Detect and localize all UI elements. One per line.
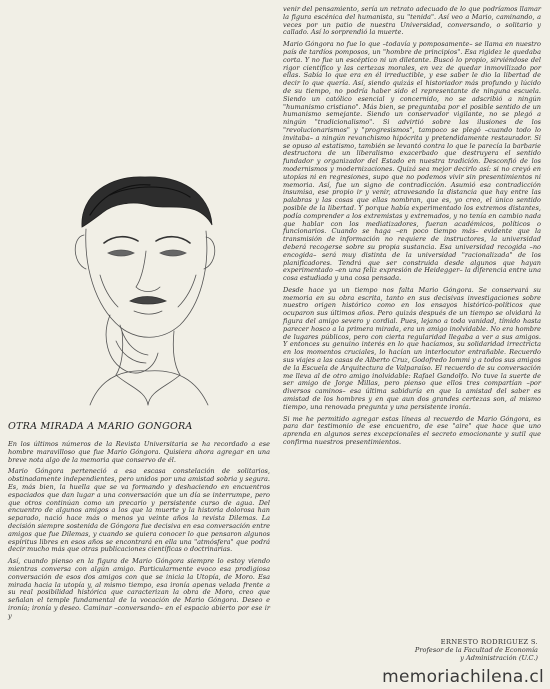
right-column [283, 6, 541, 451]
paragraph: Si me he permitido agregar estas líneas al recuerdo de Mario Góngora, es para dar testimonio de ese encuentro, de ese "aire" que hace que uno aprenda en algunos seres excepcionales el secreto emocionante y sutil que confirma nuestros presentimientos. [283, 414, 541, 447]
author-title: y Administración (U.C.) [460, 654, 538, 662]
portrait-sketch-icon [50, 165, 250, 410]
article-title: OTRA MIRADA A MARIO GONGORA [8, 421, 193, 432]
left-column [8, 441, 270, 625]
paragraph: Mario Góngora perteneció a esa escasa constelación de solitarios, obstinadamente independientes, pero unidos por una amistad sobria y segura. Es, más bien, la huella que se va formando y deshaciendo en encuentros espaciados que dan lugar a una conversación que un día se interrumpe, pero que otros continúan como un precario y persistente curso de agua. Del encuentro de algunos amigos a los que la muerte y la historia dolorosa han separado, nació hace más o menos ya veinte años la revista Dilemas. La decisión siempre sostenida de Góngora fue decisiva en esa conversación entre amigos que fue Dilemas, y cuando se quiera conocer lo que pensaron algunos espíritus libres en esos años se encontrará en ella una "atmósfera" que podrá decir mucho más que otras publicaciones científicas o doctrinarias. [8, 467, 270, 554]
author-title: Profesor de la Facultad de Economía [414, 646, 538, 654]
paragraph: Así, cuando pienso en la figura de Mario Góngora siempre lo estoy viendo mientras conversa con algún amigo. Particularmente evoco esa prodigiosa conversación de esos dos amigos con que se inicia la Utopía, de Moro. Esa mirada hacia la utopía y, al mismo tiempo, esa ironía apenas velada frente a su real posibilidad histórica que caracterizan la obra de Moro, creo que señalan el temple fundamental de la vocación de Mario Góngora. Deseo e ironía; ironía y deseo. Caminar –conversando– en el espacio abierto por ese ir y [8, 557, 270, 620]
paragraph: Desde hace ya un tiempo nos falta Mario Góngora. Se conservará su memoria en su obra escrita, tanto en sus decisivas investigaciones sobre nuestro origen histórico como en los ensayos histórico-políticos que ocuparon sus últimos años. Pero quizás después de un tiempo se olvidará la figura del amigo severo y cordial. Pues, lejano a toda vanidad, tímido hasta parecer hosco a la primera mirada, era un amigo inolvidable. No era hombre de lugares públicos, pero con cierta regularidad llegaba a ver a sus amigos. Y entonces su genuino interés en lo que hacíamos, su solidaridad irrectricta en los momentos cruciales, lo hacían un interlocutor entrañable. Recuerdo sus viajes a las casas de Alberto Cruz, Godofredo Iommi y a todos sus amigos de la Escuela de Arquitectura de Valparaíso. El recuerdo de su conversación me lleva al de otro amigo inolvidable: Rafael Gandolfo. No tuve la suerte de ser amigo de Jorge Millas, pero pienso que ellos tres compartían –por diversos caminos– esa última sabiduría en que la amistad del saber es amistad de los hombres y en que aun dos grandes certezas son, al mismo tiempo, una renovada pregunta y una persistente ironía. [283, 285, 541, 411]
paragraph: En los últimos números de la Revista Universitaria se ha recordado a ese hombre maravilloso que fue Mario Góngora. Quisiera ahora agregar en una breve nota algo de la memoria que conservo de él. [8, 440, 270, 464]
author-name: ERNESTO RODRIGUEZ S. [440, 638, 538, 646]
author-signature [338, 638, 538, 662]
paragraph: venir del pensamiento, sería un retrato adecuado de lo que podríamos llamar la figura escénica del humanista, su "tenida". Así veo a Mario, caminando, a veces por un patio de nuestra Universidad, conversando, o solitario y callado. Así lo sorprendió la muerte. [283, 5, 541, 37]
watermark: memoriachilena.cl [382, 667, 544, 687]
paragraph: Mario Góngora no fue lo que –todavía y pomposamente– se llama en nuestro país de tardíos pomposos, un "hombre de principios". Esa rigidez le quedaba corta. Y no fue un escéptico ni un diletante. Buscó lo propio, sirviéndose del rigor científico y las certezas morales, en vez de quedar inmovilizado por ellas. Sabía lo que era en él irreductible, y ese saber le dio la libertad de decir lo que quería. Así, siendo quizás el historiador más profundo y lúcido de su tiempo, no podría haber sido el representante de ninguna escuela. Siendo un católico esencial y concernido, no se adscribió a ningún "humanismo cristiano". Más bien, se preguntaba por el posible sentido de un humanismo semejante. Siendo un conservador vigilante, no se plegó a ningún "tradicionalismo". Si advirtió sobre las ilusiones de los "revolucionarismos" y "progresismos", tampoco se plegó –cuando todo lo invitaba– a ningún revanchismo hipócrita y pretendidamente restaurador. Si se opuso al estatismo, también se levantó contra lo que le parecía la barbarie destructora de un liberalismo exacerbado que destruyera el sentido fundador y organizador del Estado en nuestra tradición. Desconfió de los modernismos y modernizaciones. Quizá sea mejor decirlo así: si no creyó en utopías ni en regresiones, supo que no podemos vivir sin presentimientos ni memoria. Así, fue un signo de contradicción. Asumió esa contradicción insumisa, ese propio ir y venir, atravesando la distancia que hay entre las palabras y las cosas que ellas nombran, que es, yo creo, el único sentido posible de la libertad. Y porque había experimentado los extremos distantes, podía comprender a los extremistas y extremados, y no tenía en cambio nada que hablar con los mediatizadores, fueran académicos, políticos o funcionarios. Cuando se haga –en poco tiempo más– evidente que la transmisión de información no requiere de instructores, la universidad deberá recogerse sobre su propia sustancia. Esa universidad recogida –no encogida– será muy distinta de la universidad "racionalizada" de los planificadores. Tendrá que ser construida desde algunos que hayan experimentado –en una feliz expresión de Heidegger– la diferencia entre una cosa estudiada y una cosa pensada. [283, 40, 541, 283]
